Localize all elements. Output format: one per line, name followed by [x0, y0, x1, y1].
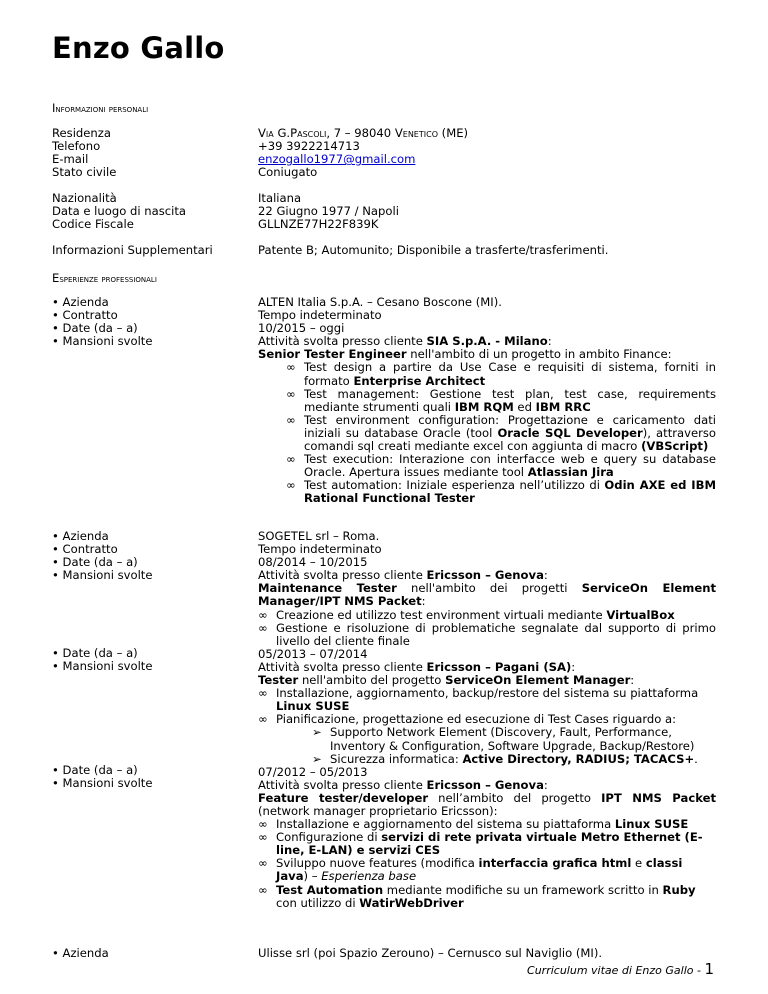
job2c-client: Attività svolta presso cliente Ericsson – Genova: — [258, 777, 548, 792]
job-label-dates: • Date (da – a) — [52, 764, 153, 777]
job-label-contract: • Contratto — [52, 543, 153, 556]
job1-client: Attività svolta presso cliente SIA S.p.A. - Milano: — [258, 334, 552, 349]
job-label-dates: • Date (da – a) — [52, 647, 153, 660]
job2-dates: 08/2014 – 10/2015 — [258, 555, 368, 570]
job1-task: ∞ Test environment configuration: Progettazione e caricamento dati iniziali su database Oracle (tool Oracle SQL Developer), attraverso comandi sql creati mediante excel con aggiunta di macro (VBScript) — [286, 412, 717, 454]
job2-task: ∞ Gestione e risoluzione di problematiche segnalate dal supporto di primo livello del cliente finale — [258, 620, 716, 648]
section-experience: Esperienze professionali — [52, 271, 157, 285]
section-personal-info: Informazioni personali — [52, 101, 149, 115]
birth-value: 22 Giugno 1977 / Napoli — [258, 204, 399, 219]
address-value: Via G.Pascoli, 7 – 98040 Venetico (ME) — [258, 126, 469, 140]
job-label-duties: • Mansioni svolte — [52, 777, 153, 790]
job1 — [258, 296, 716, 506]
cv-name: Enzo Gallo — [52, 31, 225, 65]
job2-labels — [52, 530, 153, 582]
job1-labels — [52, 296, 153, 348]
job2b-labels — [52, 647, 153, 673]
extra-value: Patente B; Automunito; Disponibile a trasferte/trasferimenti. — [258, 243, 609, 257]
job-label-company: • Azienda — [52, 296, 153, 309]
fiscal-value: GLLNZE77H22F839K — [258, 217, 379, 232]
job-label-company: • Azienda — [52, 947, 109, 960]
job2-task: ∞ Creazione ed utilizzo test environment virtuali mediante VirtualBox — [258, 607, 675, 622]
job1-role: Senior Tester Engineer nell'ambito di un progetto in ambito Finance: — [258, 347, 672, 362]
job2c-task: ∞ Configurazione di servizi di rete privata virtuale Metro Ethernet (E-line, E-LAN) e servizi CES — [258, 830, 703, 858]
footer-text: Curriculum vitae di Enzo Gallo - — [527, 964, 705, 977]
job2c-task: ∞ Sviluppo nuove features (modifica interfaccia grafica html e classi Java) – Esperienza base — [258, 856, 683, 884]
personal-labels — [52, 127, 116, 179]
job-label-dates: • Date (da – a) — [52, 322, 153, 335]
label-phone: Telefono — [52, 139, 101, 154]
job2-contract: Tempo indeterminato — [258, 542, 382, 557]
label-residence: Residenza — [52, 126, 111, 140]
job2b-subtask: ➢ Supporto Network Element (Discovery, Fault, Performance, Inventory & Configuration, Software Upgrade, Backup/Restore) — [312, 725, 695, 753]
job2b-role: Tester nell'ambito del progetto ServiceOn Element Manager: — [258, 673, 635, 688]
email-link[interactable]: enzogallo1977@gmail.com — [258, 152, 416, 167]
label-nationality: Nazionalità — [52, 191, 117, 205]
job2-client: Attività svolta presso cliente Ericsson – Genova: — [258, 568, 548, 583]
job1-dates: 10/2015 – oggi — [258, 321, 345, 336]
job2b-client: Attività svolta presso cliente Ericsson – Pagani (SA): — [258, 659, 576, 674]
job2b-task: ∞ Installazione, aggiornamento, backup/restore del sistema su piattaforma Linux SUSE — [258, 686, 699, 714]
phone-value: +39 3922214713 — [258, 139, 360, 154]
job2 — [258, 530, 716, 910]
job2c-labels — [52, 764, 153, 790]
label-marital: Stato civile — [52, 165, 117, 180]
job2b-task: ∞ Pianificazione, progettazione ed esecuzione di Test Cases riguardo a: — [258, 712, 677, 727]
page-footer — [527, 960, 714, 978]
label-extra: Informazioni Supplementari — [52, 243, 213, 257]
personal-values-2 — [258, 192, 399, 231]
job-label-duties: • Mansioni svolte — [52, 569, 153, 582]
label-fiscal: Codice Fiscale — [52, 217, 134, 232]
label-birth: Data e luogo di nascita — [52, 204, 186, 219]
job2b-dates: 05/2013 – 07/2014 — [258, 646, 368, 661]
page-number: 1 — [704, 960, 714, 978]
nationality-value: Italiana — [258, 191, 302, 205]
job2c-task: ∞ Installazione e aggiornamento del sistema su piattaforma Linux SUSE — [258, 817, 689, 832]
job1-task: ∞ Test automation: Iniziale esperienza nell’utilizzo di Odin AXE ed IBM Rational Functional Tester — [286, 478, 716, 506]
job2c-task: ∞ Test Automation mediante modifiche su un framework scritto in Ruby con utilizzo di WatirWebDriver — [258, 882, 696, 910]
personal-labels-2 — [52, 192, 186, 231]
job3-company: Ulisse srl (poi Spazio Zerouno) – Cernusco sul Naviglio (MI). — [258, 946, 603, 960]
personal-values — [258, 127, 468, 179]
job-label-contract: • Contratto — [52, 309, 153, 322]
job1-task: ∞ Test management: Gestione test plan, test case, requirements mediante strumenti quali IBM RQM ed IBM RRC — [286, 386, 716, 414]
job1-task: ∞ Test execution: Interazione con interfacce web e query su database Oracle. Apertura issues mediante tool Atlassian Jira — [286, 452, 716, 480]
job3-labels — [52, 947, 109, 960]
label-email: E-mail — [52, 152, 89, 167]
job-label-dates: • Date (da – a) — [52, 556, 153, 569]
job2-role: Maintenance Tester nell'ambito dei progetti ServiceOn Element Manager/IPT NMS Packet: — [258, 581, 717, 609]
marital-value: Coniugato — [258, 165, 318, 180]
job1-task: ∞ Test design a partire da Use Case e requisiti di sistema, forniti in formato Enterprise Architect — [286, 360, 716, 388]
job2c-role: Feature tester/developer nell’ambito del progetto IPT NMS Packet (network manager proprietario Ericsson): — [258, 790, 716, 818]
job2-company: SOGETEL srl – Roma. — [258, 529, 380, 543]
job-label-duties: • Mansioni svolte — [52, 660, 153, 673]
job-label-company: • Azienda — [52, 530, 153, 543]
job2b-subtask: ➢ Sicurezza informatica: Active Directory, RADIUS; TACACS+. — [312, 751, 698, 766]
job1-company: ALTEN Italia S.p.A. – Cesano Boscone (MI). — [258, 295, 502, 309]
job2c-dates: 07/2012 – 05/2013 — [258, 764, 368, 779]
job1-contract: Tempo indeterminato — [258, 308, 382, 323]
job-label-duties: • Mansioni svolte — [52, 335, 153, 348]
